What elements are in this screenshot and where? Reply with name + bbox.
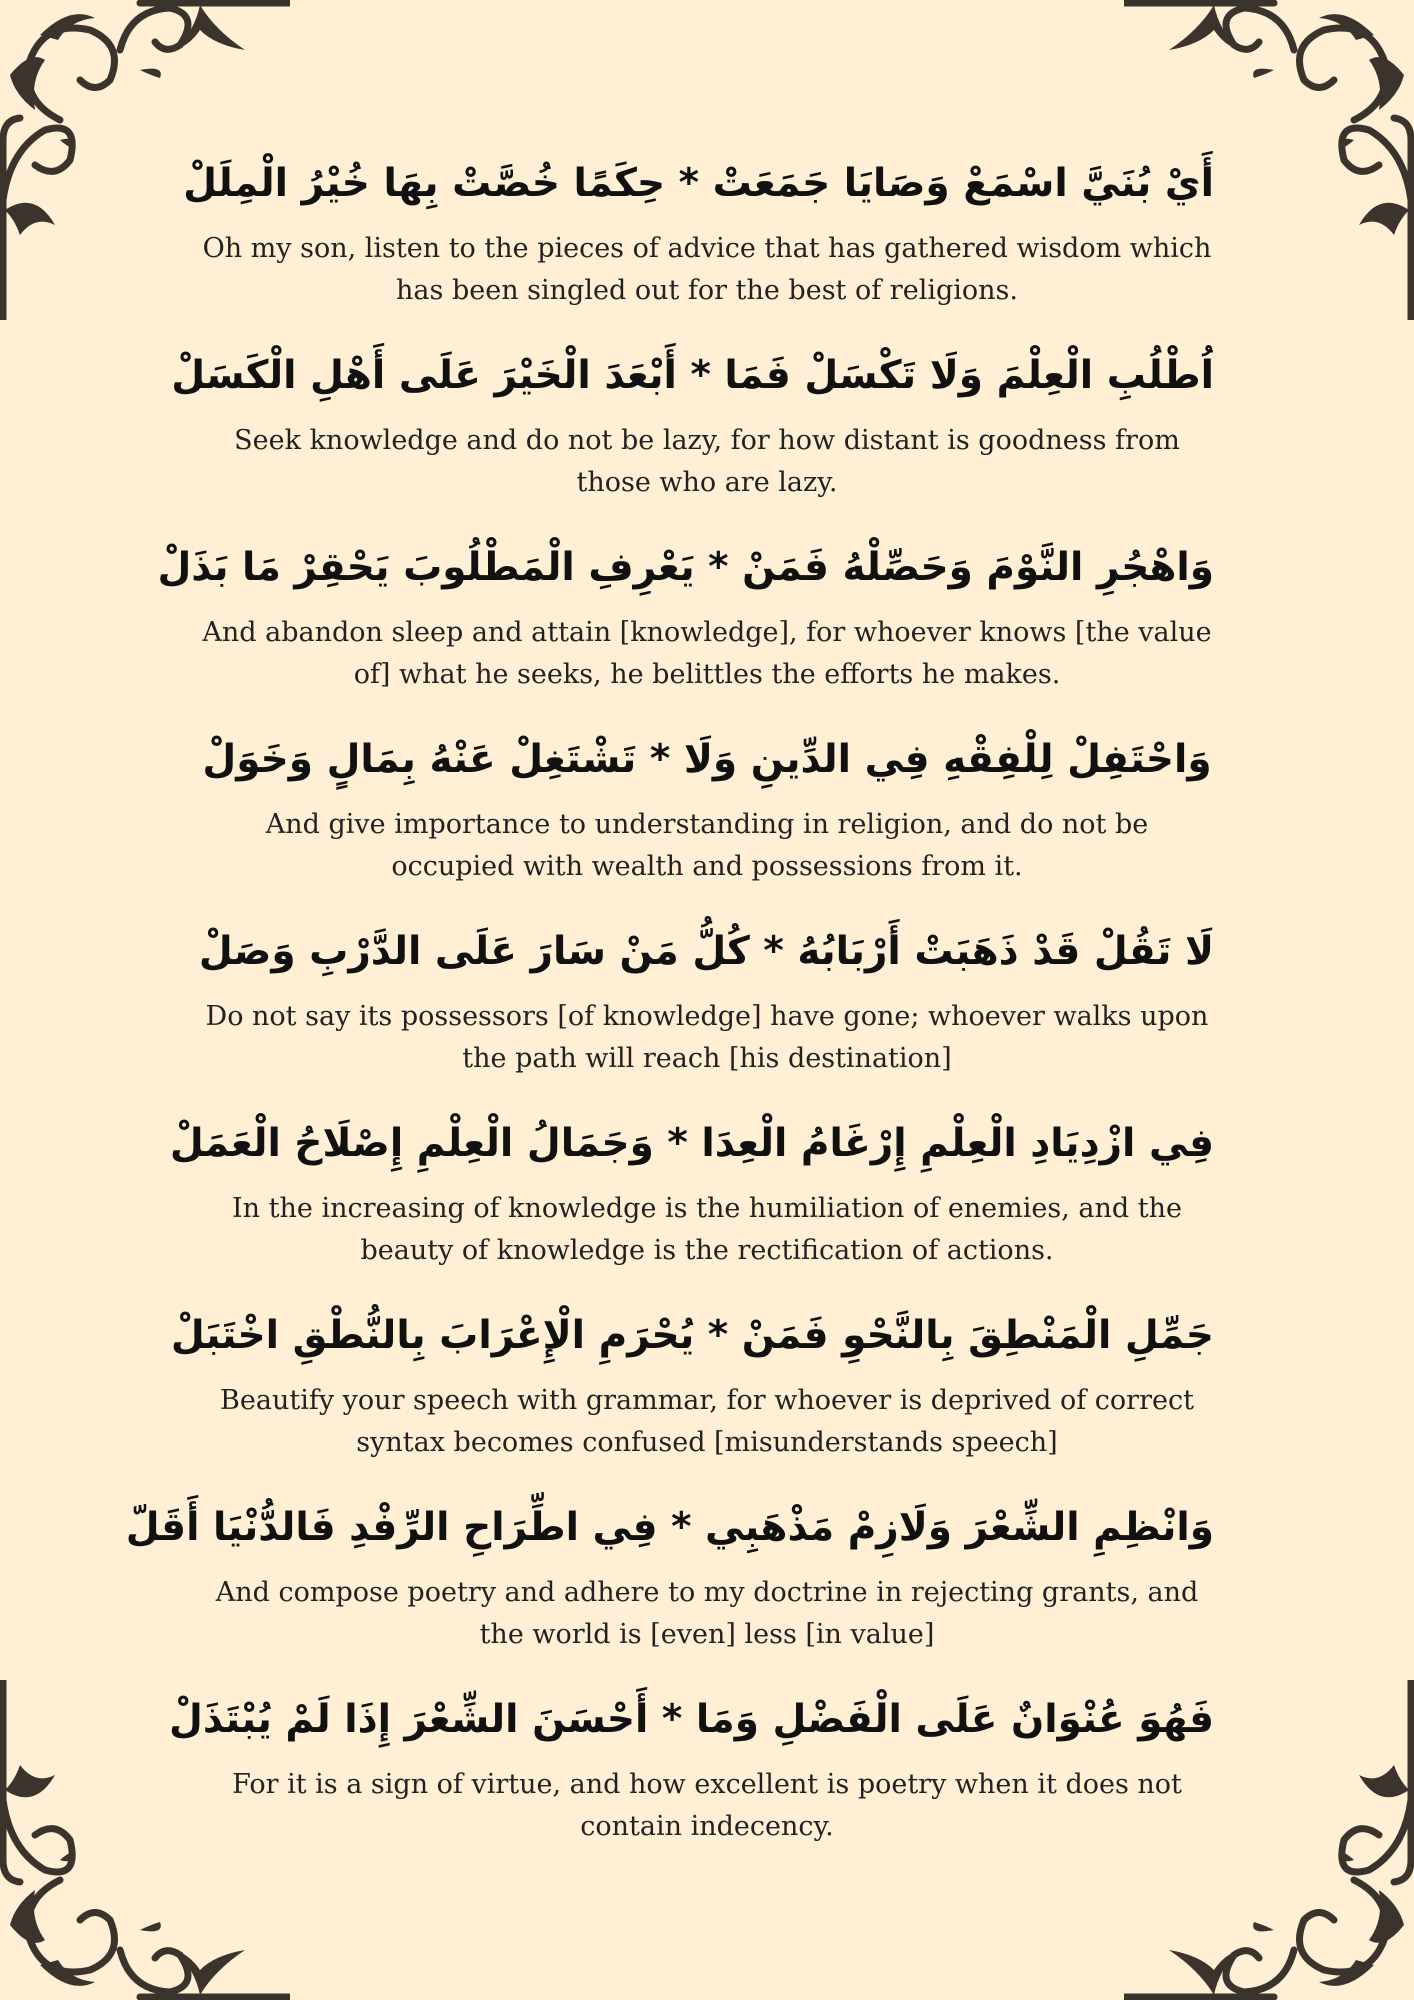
stanza-4 <box>200 724 1214 916</box>
english-translation: In the increasing of knowledge is the humiliation of enemies, and the beauty of knowledge is the rectification of actions. <box>232 1193 1182 1266</box>
stanza-7 <box>170 1300 1214 1492</box>
english-translation: And abandon sleep and attain [knowledge], for whoever knows [the value of] what he seeks, he belittles the efforts he makes. <box>202 617 1212 690</box>
english-translation: And give importance to understanding in religion, and do not be occupied with wealth and possessions from it. <box>265 809 1149 882</box>
english-translation: Seek knowledge and do not be lazy, for how distant is goodness from those who are lazy. <box>234 425 1180 498</box>
arabic-verse: أَيْ بُنَيَّ اسْمَعْ وَصَايَا جَمَعَتْ * حِكَمًا خُصَّتْ بِهَا خُيْرُ الْمِلَلْ <box>183 161 1214 206</box>
stanza-8 <box>125 1492 1214 1684</box>
english-translation: Beautify your speech with grammar, for whoever is deprived of correct syntax becomes confused [misunderstands speech] <box>220 1385 1194 1458</box>
arabic-verse: جَمِّلِ الْمَنْطِقَ بِالنَّحْوِ فَمَنْ * يُحْرَمِ الْإِعْرَابَ بِالنُّطْقِ اخْتَبَلْ <box>170 1313 1214 1358</box>
arabic-verse: وَاحْتَفِلْ لِلْفِقْهِ فِي الدِّينِ وَلَا * تَشْتَغِلْ عَنْهُ بِمَالٍ وَخَوَلْ <box>202 737 1212 782</box>
arabic-verse: وَاهْجُرِ النَّوْمَ وَحَصِّلْهُ فَمَنْ * يَعْرِفِ الْمَطْلُوبَ يَحْقِرْ مَا بَذَلْ <box>157 545 1214 590</box>
english-translation: And compose poetry and adhere to my doctrine in rejecting grants, and the world is [even] less [in value] <box>215 1577 1199 1650</box>
arabic-verse: وَانْظِمِ الشِّعْرَ وَلَازِمْ مَذْهَبِي * فِي اطِّرَاحِ الرِّفْدِ فَالدُّنْيَا أَقَلّ <box>125 1505 1214 1550</box>
stanza-1 <box>183 148 1214 340</box>
english-translation: Oh my son, listen to the pieces of advice that has gathered wisdom which has been singled out for the best of religions. <box>202 233 1212 306</box>
stanza-2 <box>171 340 1214 532</box>
poem-body <box>125 148 1214 1876</box>
stanza-6 <box>169 1108 1214 1300</box>
stanza-3 <box>157 532 1214 724</box>
stanza-5 <box>200 916 1214 1108</box>
english-translation: For it is a sign of virtue, and how excellent is poetry when it does not contain indecency. <box>232 1769 1182 1842</box>
arabic-verse: اُطْلُبِ الْعِلْمَ وَلَا تَكْسَلْ فَمَا * أَبْعَدَ الْخَيْرَ عَلَى أَهْلِ الْكَسَلْ <box>171 353 1214 398</box>
stanza-9 <box>168 1684 1214 1876</box>
arabic-verse: لَا تَقُلْ قَدْ ذَهَبَتْ أَرْبَابُهُ * كُلُّ مَنْ سَارَ عَلَى الدَّرْبِ وَصَلْ <box>198 929 1214 974</box>
arabic-verse: فِي ازْدِيَادِ الْعِلْمِ إِرْغَامُ الْعِدَا * وَجَمَالُ الْعِلْمِ إِصْلَاحُ الْعَمَلْ <box>169 1121 1214 1166</box>
english-translation: Do not say its possessors [of knowledge] have gone; whoever walks upon the path will reach [his destination] <box>205 1001 1209 1074</box>
arabic-verse: فَهُوَ عُنْوَانٌ عَلَى الْفَضْلِ وَمَا * أَحْسَنَ الشِّعْرَ إِذَا لَمْ يُبْتَذَلْ <box>168 1697 1214 1742</box>
